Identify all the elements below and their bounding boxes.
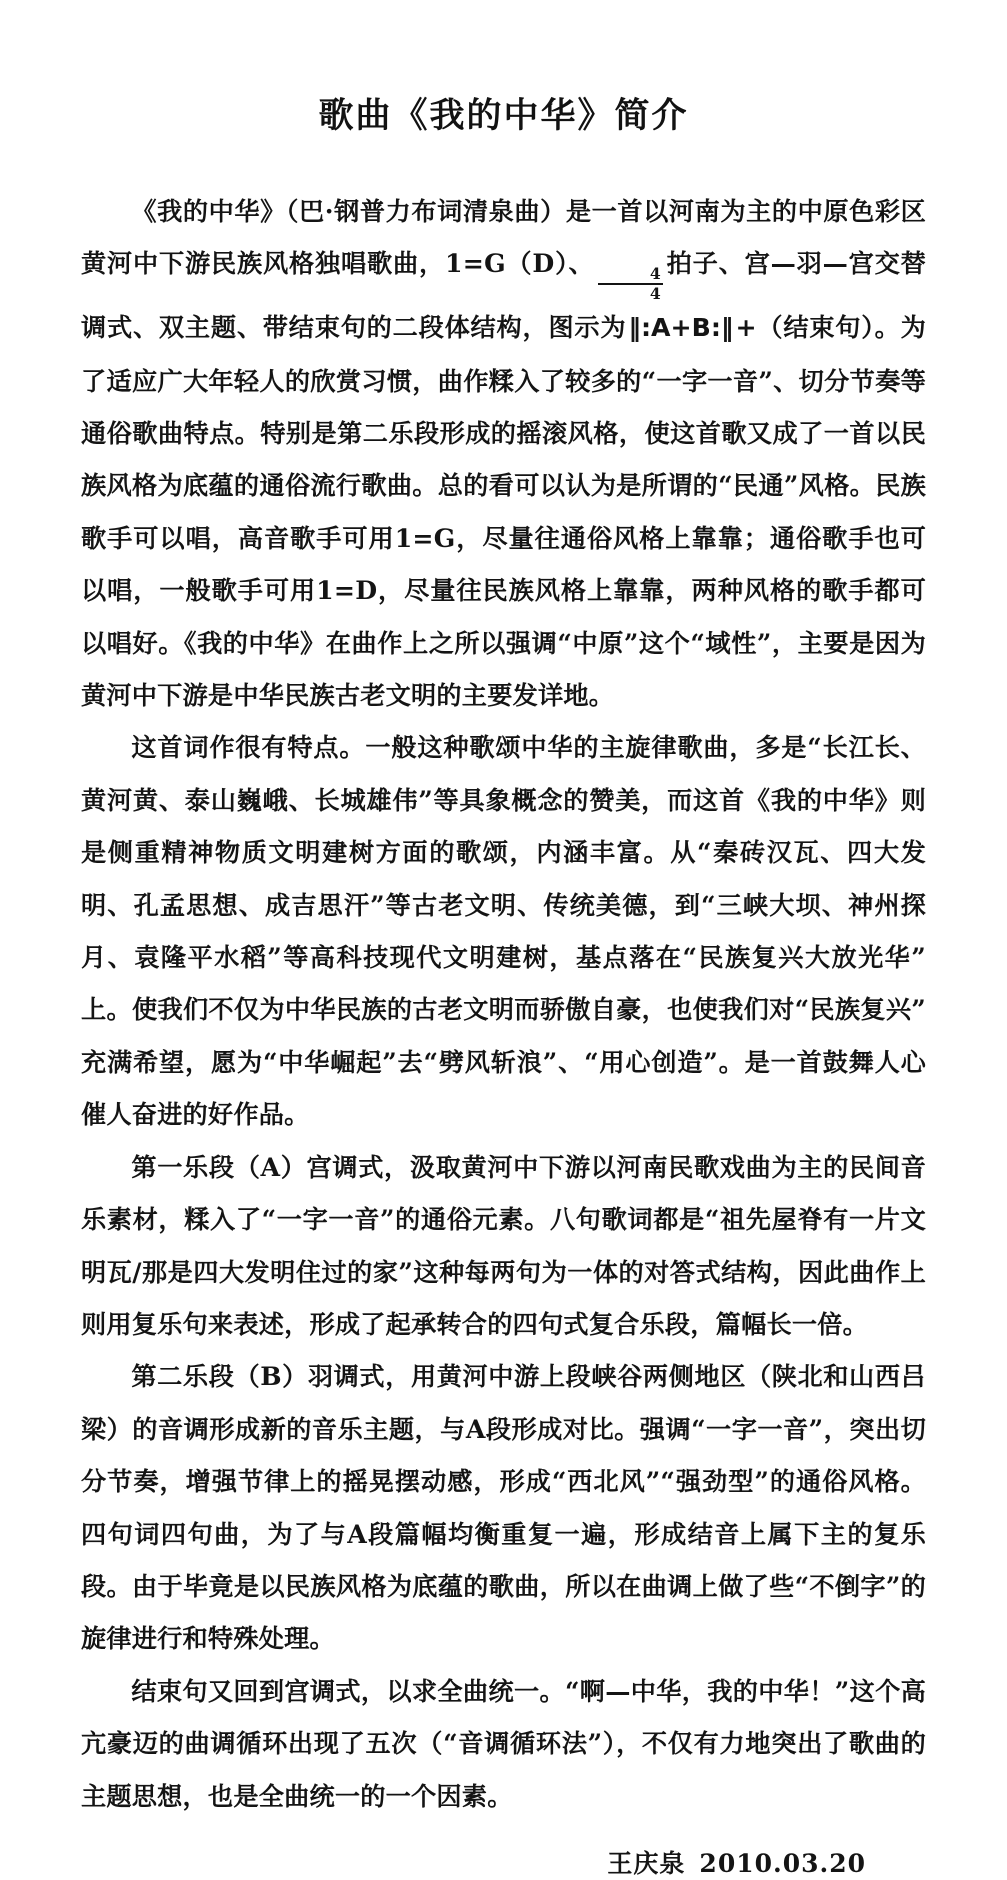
- page-title: 歌曲《我的中华》简介: [318, 95, 689, 136]
- signature-block: [81, 1844, 926, 1880]
- document-body: [81, 138, 926, 1880]
- paragraph-section-b: 第二乐段（B）羽调式，用黄河中游上段峡谷两侧地区（陕北和山西吕梁）的音调形成新的音乐主题，与A段形成对比。强调“一字一音”，突出切分节奏，增强节律上的摇晃摆动感，形成“西北风”“强劲型”的通俗风格。四句词四句曲，为了与A段篇幅均衡重复一遍，形成结音上属下主的复乐段。由于毕竟是以民族风格为底蕴的歌曲，所以在曲调上做了些“不倒字”的旋律进行和特殊处理。: [81, 1361, 926, 1654]
- repeat-sign-notation: ‖:A+B:‖: [628, 313, 734, 343]
- fraction-numerator: 4: [598, 266, 663, 285]
- time-signature-fraction: [598, 263, 663, 303]
- signature-date: 2010.03.20: [699, 1848, 866, 1878]
- signature-author: 王庆泉: [607, 1848, 686, 1878]
- paragraph-lyrics-character: 这首词作很有特点。一般这种歌颂中华的主旋律歌曲，多是“长江长、黄河黄、泰山巍峨、长城雄伟”等具象概念的赞美，而这首《我的中华》则是侧重精神物质文明建树方面的歌颂，内涵丰富。从“秦砖汉瓦、四大发明、孔孟思想、成吉思汗”等古老文明、传统美德，到“三峡大坝、神州探月、袁隆平水稻”等高科技现代文明建树，基点落在“民族复兴大放光华”上。使我们不仅为中华民族的古老文明而骄傲自豪，也使我们对“民族复兴”充满希望，愿为“中华崛起”去“劈风斩浪”、“用心创造”。是一首鼓舞人心催人奋进的好作品。: [81, 732, 926, 1130]
- paragraph-coda: 结束句又回到宫调式，以求全曲统一。“啊—中华，我的中华！”这个高亢豪迈的曲调循环出现了五次（“音调循环法”），不仅有力地突出了歌曲的主题思想，也是全曲统一的一个因素。: [81, 1675, 926, 1811]
- paragraph-intro: 《我的中华》（巴·钢普力布词清泉曲）是一首以河南为主的中原色彩区黄河中下游民族风格独唱歌曲，1=G（D）、 $\frac{4}{4}$ 拍子、宫—羽—宫交替调式、双主题、带结束句的二段体结构，图示为‖:A+B:‖+（结束句）。为了适应广大年轻人的欣赏习惯，曲作糅入了较多的“一字一音”、切分节奏等通俗歌曲特点。特别是第二乐段形成的摇滚风格，使这首歌又成了一首以民族风格为底蕴的通俗流行歌曲。总的看可以认为是所谓的“民通”风格。民族歌手可以唱，高音歌手可用1=G，尽量往通俗风格上靠靠；通俗歌手也可以唱，一般歌手可用1=D，尽量往民族风格上靠靠，两种风格的歌手都可以唱好。《我的中华》在曲作上之所以强调“中原”这个“域性”，主要是因为黄河中下游是中华民族古老文明的主要发详地。: [81, 196, 927, 711]
- fraction-denominator: 4: [649, 283, 661, 303]
- paragraph-list: [81, 185, 926, 1822]
- paragraph-section-a: 第一乐段（A）宫调式，汲取黄河中下游以河南民歌戏曲为主的民间音乐素材，糅入了“一字一音”的通俗元素。八句歌词都是“祖先屋脊有一片文明瓦/那是四大发明住过的家”这种每两句为一体的对答式结构，因此曲作上则用复乐句来表述，形成了起承转合的四句式复合乐段，篇幅长一倍。: [81, 1151, 926, 1339]
